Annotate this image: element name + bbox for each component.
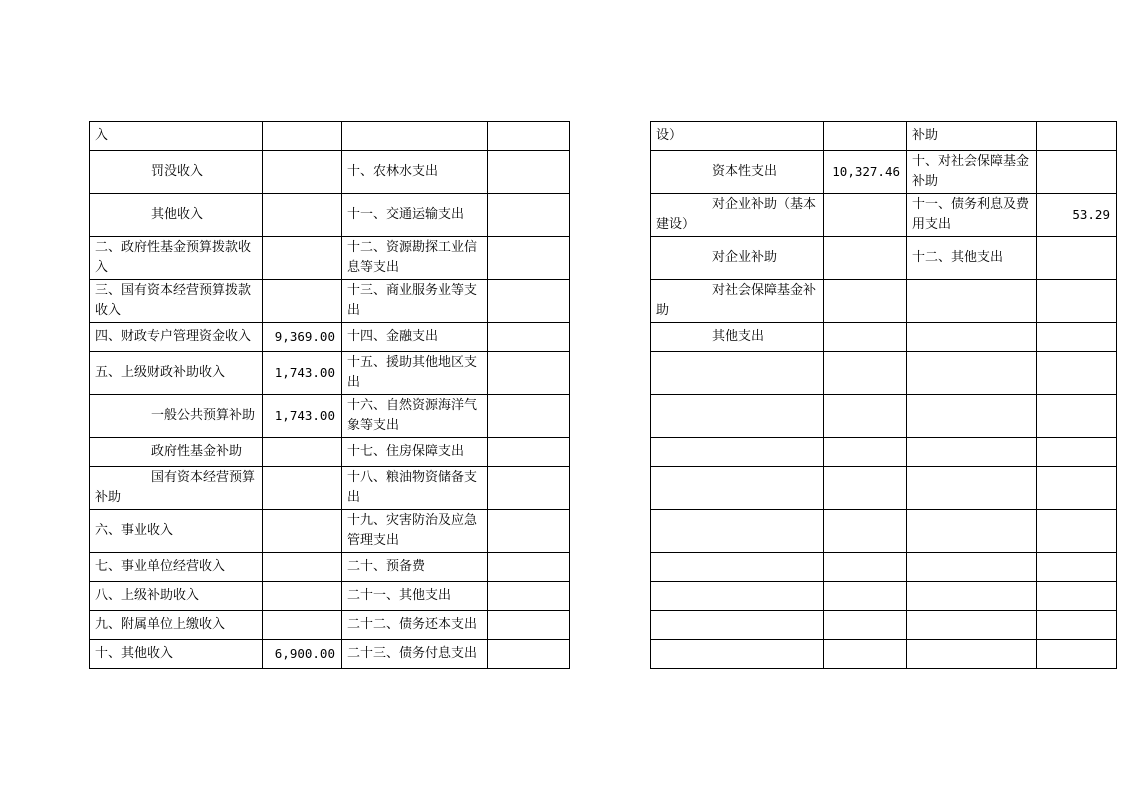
column-gap	[570, 237, 651, 280]
cell-c7: 十、对社会保障基金补助	[907, 151, 1037, 194]
cell-c2	[263, 438, 342, 467]
cell-c3: 二十三、债务付息支出	[342, 640, 488, 669]
table-row	[90, 122, 1117, 151]
cell-c1: 五、上级财政补助收入	[90, 352, 263, 395]
cell-c5: 资本性支出	[651, 151, 824, 194]
table-body	[90, 122, 1117, 669]
column-gap	[570, 467, 651, 510]
cell-c8	[1037, 280, 1117, 323]
cell-c8	[1037, 467, 1117, 510]
table-row	[90, 151, 1117, 194]
table-row	[90, 510, 1117, 553]
table-row	[90, 395, 1117, 438]
cell-c2: 1,743.00	[263, 352, 342, 395]
cell-c3: 十八、粮油物资储备支出	[342, 467, 488, 510]
cell-c4	[488, 510, 570, 553]
cell-c3: 十二、资源勘探工业信息等支出	[342, 237, 488, 280]
cell-c6	[824, 395, 907, 438]
cell-c2	[263, 194, 342, 237]
table-row	[90, 237, 1117, 280]
cell-c8	[1037, 323, 1117, 352]
cell-c3: 十九、灾害防治及应急管理支出	[342, 510, 488, 553]
cell-c6	[824, 510, 907, 553]
cell-c3	[342, 122, 488, 151]
cell-c1: 罚没收入	[90, 151, 263, 194]
cell-c1: 九、附属单位上缴收入	[90, 611, 263, 640]
column-gap	[570, 553, 651, 582]
cell-c7	[907, 553, 1037, 582]
cell-c2	[263, 122, 342, 151]
cell-c8	[1037, 237, 1117, 280]
cell-c6	[824, 122, 907, 151]
cell-c1: 十、其他收入	[90, 640, 263, 669]
cell-c3: 十七、住房保障支出	[342, 438, 488, 467]
cell-c8	[1037, 510, 1117, 553]
cell-c2	[263, 510, 342, 553]
cell-c2	[263, 280, 342, 323]
cell-c8: 53.29	[1037, 194, 1117, 237]
cell-c1: 二、政府性基金预算拨款收入	[90, 237, 263, 280]
cell-c8	[1037, 582, 1117, 611]
cell-c4	[488, 395, 570, 438]
cell-c1: 八、上级补助收入	[90, 582, 263, 611]
table-row	[90, 352, 1117, 395]
cell-c5	[651, 553, 824, 582]
cell-c1: 六、事业收入	[90, 510, 263, 553]
cell-c5	[651, 582, 824, 611]
column-gap	[570, 323, 651, 352]
cell-c4	[488, 280, 570, 323]
cell-c7	[907, 467, 1037, 510]
cell-c5	[651, 438, 824, 467]
table-row	[90, 611, 1117, 640]
cell-c8	[1037, 352, 1117, 395]
cell-c2: 9,369.00	[263, 323, 342, 352]
cell-c7: 十一、债务利息及费用支出	[907, 194, 1037, 237]
cell-c2	[263, 151, 342, 194]
cell-c3: 二十二、债务还本支出	[342, 611, 488, 640]
cell-c6	[824, 553, 907, 582]
column-gap	[570, 280, 651, 323]
cell-c7	[907, 395, 1037, 438]
cell-c4	[488, 122, 570, 151]
cell-c7	[907, 640, 1037, 669]
cell-c4	[488, 611, 570, 640]
cell-c8	[1037, 395, 1117, 438]
table-row	[90, 640, 1117, 669]
cell-c3: 二十、预备费	[342, 553, 488, 582]
cell-c4	[488, 194, 570, 237]
table-row	[90, 582, 1117, 611]
cell-c2	[263, 582, 342, 611]
cell-c8	[1037, 151, 1117, 194]
column-gap	[570, 194, 651, 237]
cell-c1: 政府性基金补助	[90, 438, 263, 467]
cell-c2: 1,743.00	[263, 395, 342, 438]
cell-c5	[651, 395, 824, 438]
cell-c6	[824, 438, 907, 467]
cell-c1: 三、国有资本经营预算拨款收入	[90, 280, 263, 323]
column-gap	[570, 611, 651, 640]
cell-c5	[651, 611, 824, 640]
cell-c1: 国有资本经营预算补助	[90, 467, 263, 510]
cell-c2	[263, 237, 342, 280]
cell-c1: 四、财政专户管理资金收入	[90, 323, 263, 352]
cell-c6	[824, 323, 907, 352]
cell-c2	[263, 553, 342, 582]
cell-c4	[488, 467, 570, 510]
cell-c5: 对企业补助	[651, 237, 824, 280]
cell-c5: 对社会保障基金补助	[651, 280, 824, 323]
column-gap	[570, 122, 651, 151]
table-row	[90, 553, 1117, 582]
table-row	[90, 438, 1117, 467]
cell-c7	[907, 582, 1037, 611]
cell-c7: 补助	[907, 122, 1037, 151]
column-gap	[570, 582, 651, 611]
table-row	[90, 194, 1117, 237]
cell-c7: 十二、其他支出	[907, 237, 1037, 280]
cell-c1: 入	[90, 122, 263, 151]
cell-c1: 其他收入	[90, 194, 263, 237]
cell-c6	[824, 582, 907, 611]
column-gap	[570, 151, 651, 194]
cell-c6	[824, 352, 907, 395]
cell-c7	[907, 510, 1037, 553]
cell-c8	[1037, 611, 1117, 640]
column-gap	[570, 510, 651, 553]
cell-c3: 十三、商业服务业等支出	[342, 280, 488, 323]
cell-c4	[488, 640, 570, 669]
cell-c6	[824, 611, 907, 640]
cell-c6	[824, 640, 907, 669]
cell-c8	[1037, 438, 1117, 467]
cell-c4	[488, 582, 570, 611]
cell-c7	[907, 323, 1037, 352]
cell-c6: 10,327.46	[824, 151, 907, 194]
cell-c5	[651, 352, 824, 395]
column-gap	[570, 352, 651, 395]
cell-c6	[824, 280, 907, 323]
cell-c1: 一般公共预算补助	[90, 395, 263, 438]
cell-c5	[651, 640, 824, 669]
cell-c2: 6,900.00	[263, 640, 342, 669]
cell-c4	[488, 438, 570, 467]
cell-c4	[488, 553, 570, 582]
cell-c3: 二十一、其他支出	[342, 582, 488, 611]
cell-c4	[488, 323, 570, 352]
cell-c5: 对企业补助（基本建设）	[651, 194, 824, 237]
cell-c8	[1037, 122, 1117, 151]
cell-c3: 十一、交通运输支出	[342, 194, 488, 237]
cell-c7	[907, 280, 1037, 323]
cell-c7	[907, 352, 1037, 395]
cell-c6	[824, 194, 907, 237]
cell-c6	[824, 467, 907, 510]
cell-c8	[1037, 640, 1117, 669]
table-row	[90, 323, 1117, 352]
cell-c5: 其他支出	[651, 323, 824, 352]
cell-c6	[824, 237, 907, 280]
cell-c2	[263, 467, 342, 510]
cell-c2	[263, 611, 342, 640]
cell-c7	[907, 611, 1037, 640]
cell-c4	[488, 237, 570, 280]
column-gap	[570, 395, 651, 438]
column-gap	[570, 640, 651, 669]
cell-c5: 设）	[651, 122, 824, 151]
cell-c3: 十、农林水支出	[342, 151, 488, 194]
cell-c5	[651, 467, 824, 510]
cell-c3: 十五、援助其他地区支出	[342, 352, 488, 395]
cell-c3: 十四、金融支出	[342, 323, 488, 352]
cell-c8	[1037, 553, 1117, 582]
table-row	[90, 280, 1117, 323]
cell-c4	[488, 151, 570, 194]
cell-c5	[651, 510, 824, 553]
column-gap	[570, 438, 651, 467]
budget-table	[89, 121, 1117, 669]
cell-c7	[907, 438, 1037, 467]
cell-c4	[488, 352, 570, 395]
cell-c1: 七、事业单位经营收入	[90, 553, 263, 582]
table-row	[90, 467, 1117, 510]
cell-c3: 十六、自然资源海洋气象等支出	[342, 395, 488, 438]
